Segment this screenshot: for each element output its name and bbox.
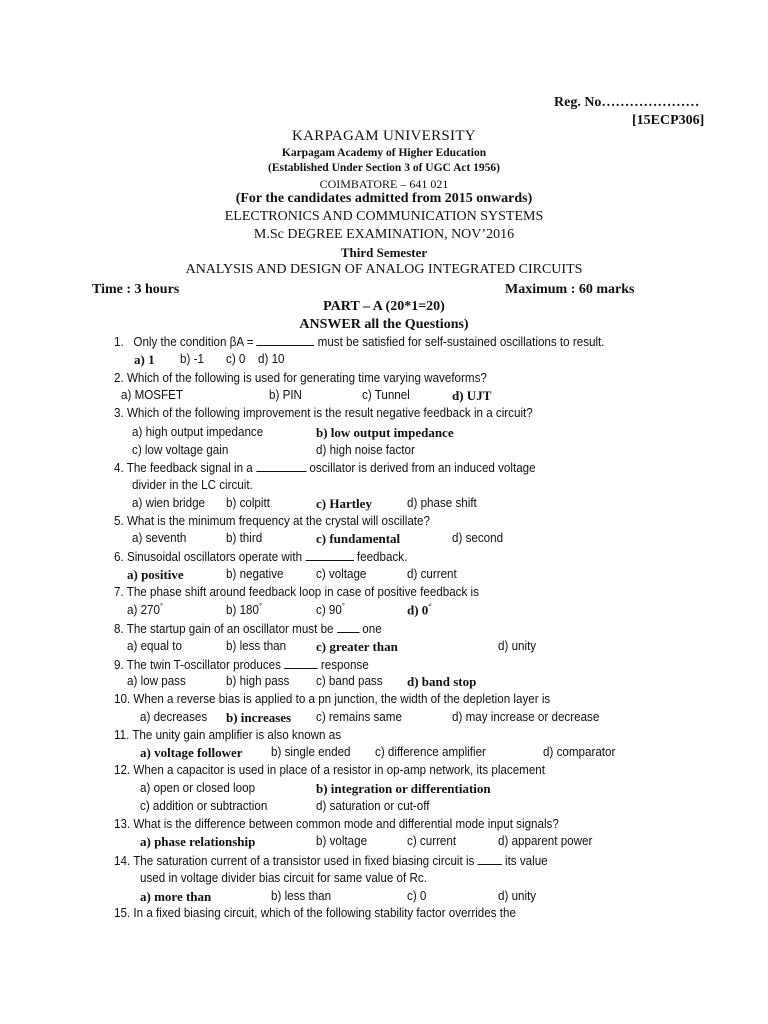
option: d) high noise factor [316,443,415,457]
semester: Third Semester [340,245,428,260]
option: d) 10 [258,352,285,366]
option: d) UJT [452,388,492,403]
part-a-heading: PART – A (20*1=20) [323,299,445,314]
option: b) low output impedance [316,425,454,440]
degree-sign: ° [428,602,432,611]
answer-blank [337,621,359,633]
question-1: 1. Only the condition βA = must be satisfied for self-sustained oscillations to result. [114,335,605,349]
option: c) low voltage gain [132,443,229,457]
option: d) phase shift [407,496,477,510]
option: c) voltage [316,567,367,581]
option: b) less than [271,889,332,903]
option: b) high pass [226,674,290,688]
university-name: KARPAGAM UNIVERSITY [292,128,476,144]
option: b) integration or differentiation [316,781,491,796]
option: b) 180° [226,602,262,618]
question-2: 2. Which of the following is used for generating time varying waveforms? [114,371,487,385]
degree-sign: ° [159,602,163,611]
option: d) 0° [407,602,432,618]
question-7: 7. The phase shift around feedback loop in case of positive feedback is [114,585,479,599]
option: c) current [407,834,457,848]
option: d) may increase or decrease [452,710,600,724]
option: a) high output impedance [132,425,264,439]
option: a) phase relationship [140,834,256,849]
option: b) -1 [180,352,204,366]
exam-title: M.Sc DEGREE EXAMINATION, NOV’2016 [253,227,515,242]
option: a) voltage follower [140,745,243,760]
option: b) less than [226,639,287,653]
question-13: 13. What is the difference between common mode and differential mode input signals? [114,817,559,831]
option: d) band stop [407,674,477,689]
question-9: 9. The twin T-oscillator produces response [114,658,369,672]
question-4-continued: divider in the LC circuit. [132,478,253,492]
option: b) negative [226,567,284,581]
option: c) difference amplifier [375,745,486,759]
question-15: 15. In a fixed biasing circuit, which of the following stability factor overrides the [114,906,516,920]
question-4: 4. The feedback signal in a oscillator is derived from an induced voltage [114,461,536,475]
answer-blank [305,549,353,561]
option: c) Hartley [316,496,372,511]
option: a) seventh [132,531,187,545]
option: c) greater than [316,639,398,654]
degree-sign: ° [258,602,262,611]
option: c) 90° [316,602,345,618]
question-10: 10. When a reverse bias is applied to a pn junction, the width of the depletion layer is [114,692,551,706]
reg-no: Reg. No………………… [554,95,700,110]
option: c) 0 [407,889,427,903]
established-note: (Established Under Section 3 of UGC Act 1956) [267,162,501,174]
question-6: 6. Sinusoidal oscillators operate with feedback. [114,550,408,564]
question-8: 8. The startup gain of an oscillator must be one [114,622,382,636]
option: d) comparator [543,745,616,759]
question-3: 3. Which of the following improvement is the result negative feedback in a circuit? [114,406,533,420]
option: c) addition or subtraction [140,799,268,813]
answer-blank [257,334,315,346]
option: b) voltage [316,834,368,848]
option: c) fundamental [316,531,401,546]
option: a) open or closed loop [140,781,256,795]
option: a) positive [127,567,184,582]
option: d) unity [498,889,537,903]
candidates-note: (For the candidates admitted from 2015 onwards) [235,191,533,206]
question-14-continued: used in voltage divider bias circuit for same value of Rc. [140,871,427,885]
option: a) wien bridge [132,496,206,510]
option: d) unity [498,639,537,653]
option: b) PIN [269,388,302,402]
question-11: 11. The unity gain amplifier is also known as [114,728,342,742]
option: d) apparent power [498,834,593,848]
subject-code: [15ECP306] [632,113,705,128]
option: b) colpitt [226,496,270,510]
option: b) third [226,531,263,545]
question-5: 5. What is the minimum frequency at the crystal will oscillate? [114,514,430,528]
option: a) 270° [127,602,163,618]
option: d) second [452,531,504,545]
option: c) band pass [316,674,383,688]
option: c) 0 [226,352,246,366]
option: b) single ended [271,745,351,759]
question-14: 14. The saturation current of a transistor used in fixed biasing circuit is its value [114,854,548,868]
option: a) decreases [140,710,208,724]
option: d) saturation or cut-off [316,799,430,813]
question-12: 12. When a capacitor is used in place of a resistor in op-amp network, its placement [114,763,546,777]
option: a) MOSFET [121,388,184,402]
answer-blank [256,460,306,472]
option: c) Tunnel [362,388,410,402]
time-allowed: Time : 3 hours [92,282,180,297]
city: COIMBATORE – 641 021 [319,177,449,191]
instruction: ANSWER all the Questions) [299,317,469,332]
answer-blank [284,657,317,669]
option: a) more than [140,889,212,904]
academy-name: Karpagam Academy of Higher Education [281,147,487,159]
subject-title: ANALYSIS AND DESIGN OF ANALOG INTEGRATED CIRCUITS [185,262,583,277]
option: d) current [407,567,457,581]
department: ELECTRONICS AND COMMUNICATION SYSTEMS [224,209,544,224]
degree-sign: ° [341,602,345,611]
option: a) equal to [127,639,182,653]
option: c) remains same [316,710,402,724]
answer-blank [478,853,502,865]
option: a) low pass [127,674,186,688]
maximum-marks: Maximum : 60 marks [505,282,635,297]
option: a) 1 [134,352,155,367]
option: b) increases [226,710,292,725]
